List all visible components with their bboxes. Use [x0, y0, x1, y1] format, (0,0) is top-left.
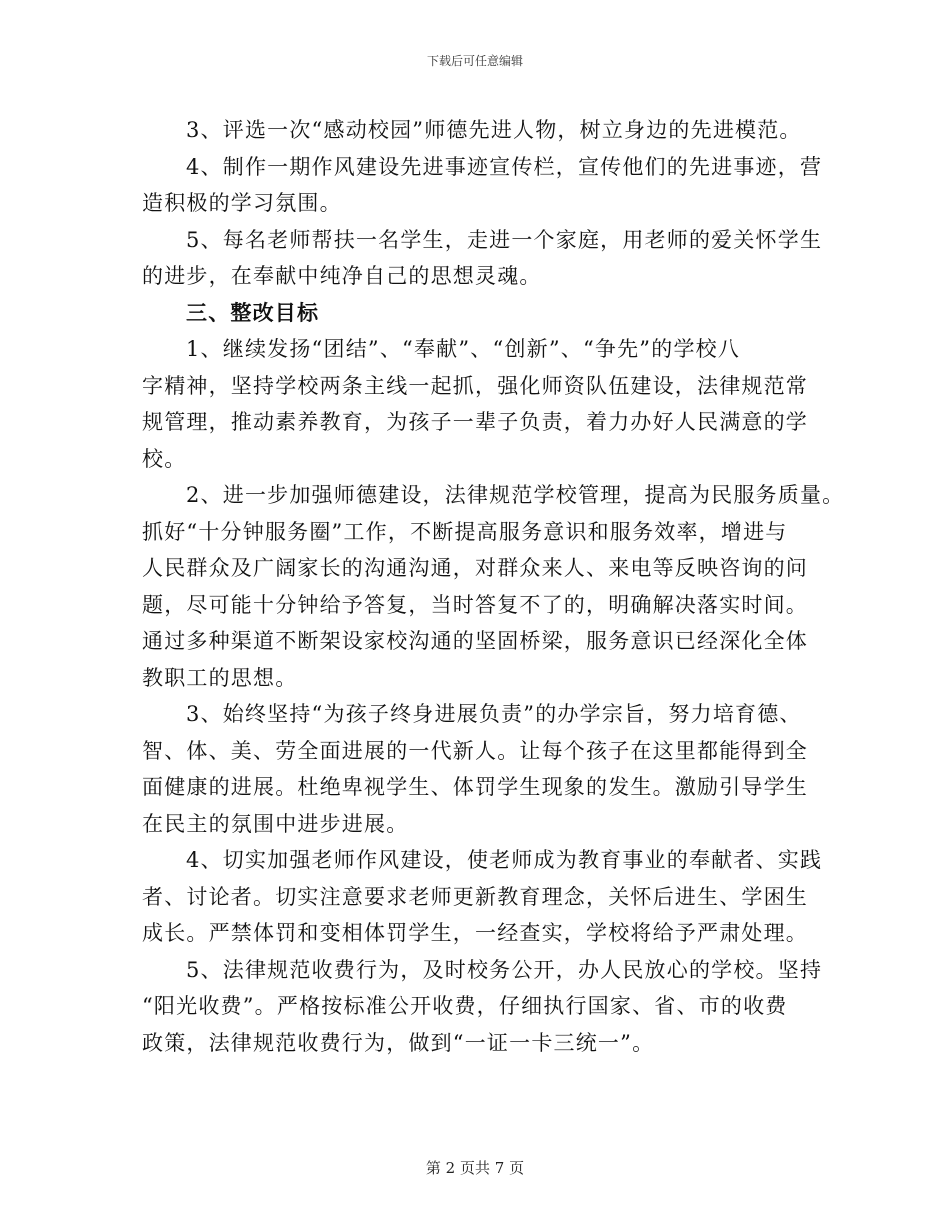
paragraph-4-bulletin [142, 149, 822, 222]
document-body [142, 112, 845, 1061]
paragraph-line: 教职工的思想。 [142, 665, 298, 690]
paragraph-3-award [142, 112, 822, 149]
paragraph-line: “阳光收费”。严格按标准公开收费，仔细执行国家、省、市的收费 [142, 994, 788, 1018]
paragraph-line: 5、每名老师帮扶一名学生，走进一个家庭，用老师的爱关怀学生 [186, 227, 823, 252]
paragraph-line: 3、评选一次“感动校园”师德先进人物，树立身边的先进模范。 [186, 118, 802, 142]
paragraph-line: 通过多种渠道不断架设家校沟通的坚固桥梁，服务意识已经深化全体 [142, 629, 808, 653]
goal-5-paragraph [142, 952, 822, 1062]
paragraph-line: 成长。严禁体罚和变相体罚学生，一经查实，学校将给予严肃处理。 [142, 921, 808, 945]
paragraph-line: 规管理，推动素养教育，为孩子一辈子负责，着力办好人民满意的学 [142, 410, 808, 434]
goal-4-paragraph [142, 842, 822, 952]
section-heading-text: 三、整改目标 [186, 299, 320, 325]
paragraph-5-mentoring [142, 222, 822, 295]
paragraph-line: 的进步，在奉献中纯净自己的思想灵魂。 [142, 264, 542, 288]
page-number: 第 2 页共 7 页 [425, 1159, 525, 1177]
page-header: 下载后可任意编辑 [426, 54, 523, 68]
paragraph-line: 人民群众及广阔家长的沟通沟通，对群众来人、来电等反映咨询的问 [142, 556, 808, 580]
goal-2-paragraph [142, 477, 845, 696]
paragraph-line: 校。 [142, 446, 187, 471]
paragraph-line: 造积极的学习氛围。 [142, 191, 342, 215]
paragraph-line: 题，尽可能十分钟给予答复，当时答复不了的，明确解决落实时间。 [142, 592, 808, 617]
paragraph-line: 2、进一步加强师德建设，法律规范学校管理，提高为民服务质量。 [186, 483, 845, 507]
paragraph-line: 3、始终坚持“为孩子终身进展负责”的办学宗旨，努力培育德、 [186, 702, 802, 726]
paragraph-line: 政策，法律规范收费行为，做到“一证一卡三统一”。 [142, 1030, 655, 1055]
paragraph-line: 字精神，坚持学校两条主线一起抓，强化师资队伍建设，法律规范常 [142, 373, 808, 398]
paragraph-line: 面健康的进展。杜绝卑视学生、体罚学生现象的发生。激励引导学生 [142, 775, 808, 799]
paragraph-line: 5、法律规范收费行为，及时校务公开，办人民放心的学校。坚持 [186, 957, 823, 982]
goal-3-paragraph [142, 696, 822, 842]
goal-1-paragraph [142, 331, 822, 477]
paragraph-line: 1、继续发扬“团结”、“奉献”、“创新”、“争先”的学校八 [186, 337, 741, 361]
paragraph-line: 者、讨论者。切实注意要求老师更新教育理念，关怀后进生、学困生 [142, 884, 808, 909]
paragraph-line: 智、体、美、劳全面进展的一代新人。让每个孩子在这里都能得到全 [142, 738, 808, 763]
paragraph-line: 4、制作一期作风建设先进事迹宣传栏，宣传他们的先进事迹，营 [186, 154, 823, 179]
paragraph-line: 在民主的氛围中进步进展。 [142, 811, 409, 836]
paragraph-line: 4、切实加强老师作风建设，使老师成为教育事业的奉献者、实践 [186, 848, 823, 872]
paragraph-line: 抓好“十分钟服务圈”工作，不断提高服务意识和服务效率，增进与 [142, 519, 788, 544]
section-heading [142, 295, 822, 332]
